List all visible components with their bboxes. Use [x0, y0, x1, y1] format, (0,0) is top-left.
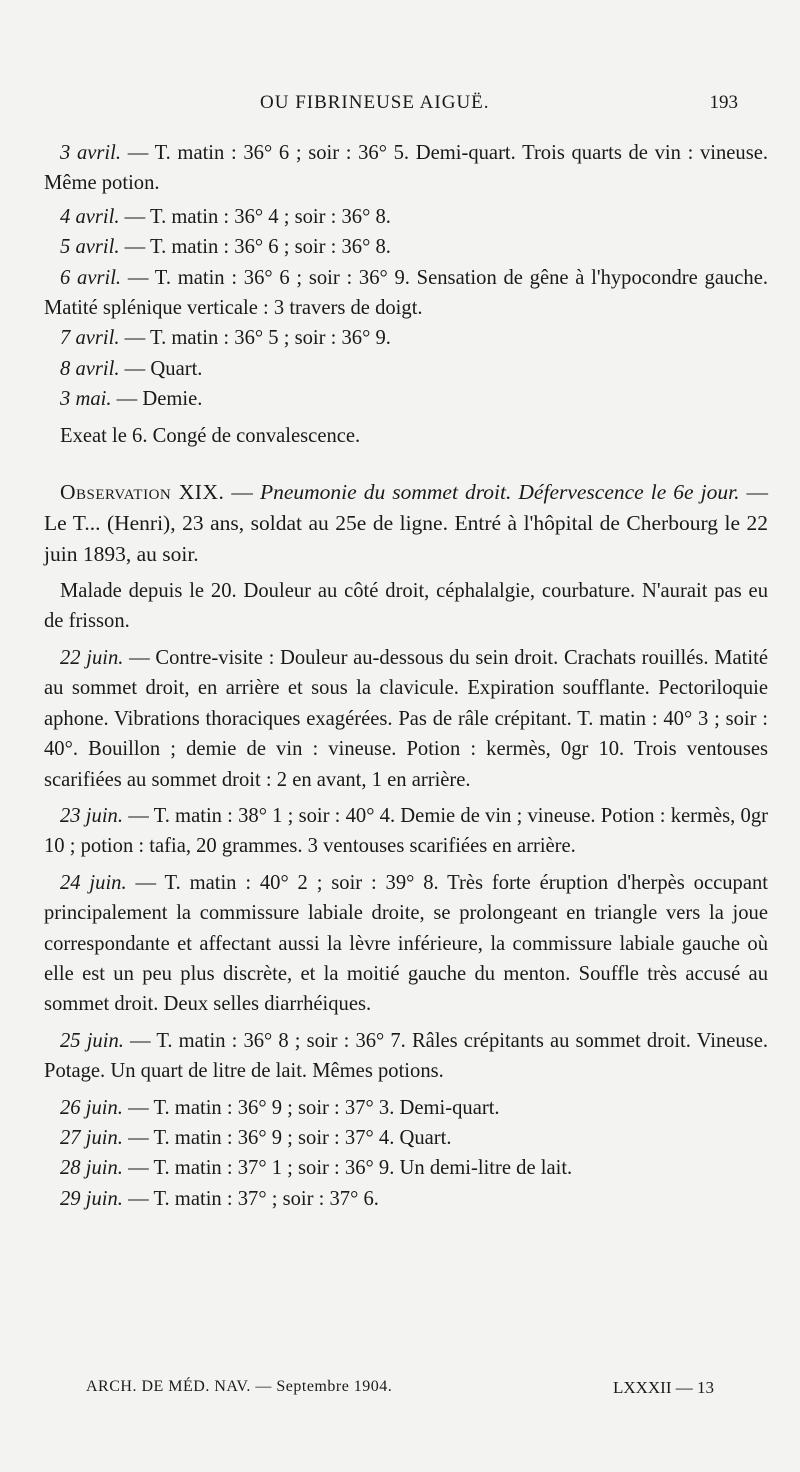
entry-text: — T. matin : 37° ; soir : 37° 6. [128, 1187, 379, 1210]
page-footer [0, 1378, 800, 1406]
observation-heading [44, 477, 768, 570]
daily-entry [44, 801, 768, 862]
daily-entry [44, 202, 768, 232]
entry-date: 7 avril. [60, 327, 120, 350]
entry-text: — T. matin : 36° 8 ; soir : 36° 7. Râles crépitants au sommet droit. Vineuse. Potage. Un quart de litre de lait. Mêmes potions. [44, 1029, 768, 1083]
exeat-line: Exeat le 6. Congé de convalescence. [60, 424, 361, 447]
daily-entry [44, 1123, 768, 1153]
daily-entry [44, 643, 768, 795]
entry-text: — Quart. [124, 357, 203, 380]
entry-date: 26 juin. [60, 1096, 123, 1119]
entry-text: — T. matin : 38° 1 ; soir : 40° 4. Demie de vin ; vineuse. Potion : kermès, 0gr 10 ; potion : tafia, 20 grammes. 3 ventouses scarifiées en arrière. [44, 804, 768, 858]
daily-entry [44, 1153, 768, 1183]
entry-text: — T. matin : 36° 4 ; soir : 36° 8. [124, 205, 391, 228]
body-text [44, 138, 768, 1214]
entry-text: — Demie. [116, 388, 203, 411]
entry-date: 28 juin. [60, 1157, 123, 1180]
page-number: 193 [709, 92, 738, 113]
entry-date: 8 avril. [60, 357, 120, 380]
entry-text: — Contre-visite : Douleur au-dessous du sein droit. Crachats rouillés. Matité au sommet droit, en arrière et sous la clavicule. Expiration soufflante. Pectoriloquie aphone. Vibrations thoraciques exagérées. Pas de râle crépitant. T. matin : 40° 3 ; soir : 40°. Bouillon ; demie de vin : vineuse. Potion : kermès, 0gr 10. Trois ventouses scarifiées au sommet droit : 2 en avant, 1 en arrière. [44, 646, 768, 791]
observation-intro: — Le T... (Henri), 23 ans, soldat au 25e de ligne. Entré à l'hôpital de Cherbourg le 22 juin 1893, au soir. [44, 480, 769, 567]
entry-date: 24 juin. [60, 871, 127, 894]
entry-date: 6 avril. [60, 266, 122, 289]
entry-text: — T. matin : 36° 5 ; soir : 36° 9. [124, 327, 391, 350]
entry-date: 27 juin. [60, 1126, 123, 1149]
daily-entry [44, 263, 768, 324]
running-head [0, 92, 800, 122]
entry-date: 23 juin. [60, 804, 123, 827]
entry-text: — T. matin : 36° 6 ; soir : 36° 8. [124, 236, 391, 259]
entry-date: 3 mai. [60, 388, 112, 411]
entry-text: — T. matin : 36° 6 ; soir : 36° 9. Sensation de gêne à l'hypocondre gauche. Matité splénique verticale : 3 travers de doigt. [44, 266, 768, 320]
entry-text: — T. matin : 36° 9 ; soir : 37° 4. Quart. [128, 1126, 452, 1149]
entry-text: — T. matin : 36° 9 ; soir : 37° 3. Demi-quart. [128, 1096, 500, 1119]
daily-entry [44, 1093, 768, 1123]
signature-mark: LXXXII — 13 [612, 1378, 714, 1397]
running-title: OU FIBRINEUSE AIGUË. [260, 92, 490, 113]
entry-date: 22 juin. [60, 646, 124, 669]
daily-entry [44, 354, 768, 384]
entry-text: — T. matin : 40° 2 ; soir : 39° 8. Très forte éruption d'herpès occupant principalement la commissure labiale droite, se prolongeant en triangle vers la joue correspondante et affectant aussi la lèvre inférieure, la commissure labiale gauche où elle est un peu plus discrète, et la moitié gauche du menton. Souffle très accusé au sommet droit. Deux selles diarrhéiques. [44, 871, 768, 1016]
daily-entry [44, 1026, 768, 1087]
observation-dash: — [231, 480, 253, 505]
daily-entry [44, 1184, 768, 1214]
entry-text: — T. matin : 36° 6 ; soir : 36° 5. Demi-quart. Trois quarts de vin : vineuse. Même potion. [44, 142, 769, 195]
daily-entry [44, 232, 768, 262]
daily-entry [44, 323, 768, 353]
journal-citation: ARCH. DE MÉD. NAV. — Septembre 1904. [86, 1378, 393, 1395]
observation-subject: Pneumonie du sommet droit. Défervescence le 6e jour. [259, 480, 740, 505]
entry-date: 5 avril. [60, 236, 120, 259]
daily-entry [44, 868, 768, 1020]
daily-entry [44, 138, 768, 199]
patient-history: Malade depuis le 20. Douleur au côté droit, céphalalgie, courbature. N'aurait pas eu de frisson. [44, 580, 768, 633]
entry-text: — T. matin : 37° 1 ; soir : 36° 9. Un demi-litre de lait. [128, 1157, 573, 1180]
daily-entry [44, 384, 768, 414]
entry-date: 25 juin. [60, 1029, 124, 1052]
observation-label: Observation XIX. [60, 480, 225, 505]
entry-date: 3 avril. [60, 142, 122, 164]
entry-date: 29 juin. [60, 1187, 123, 1210]
entry-date: 4 avril. [60, 205, 120, 228]
